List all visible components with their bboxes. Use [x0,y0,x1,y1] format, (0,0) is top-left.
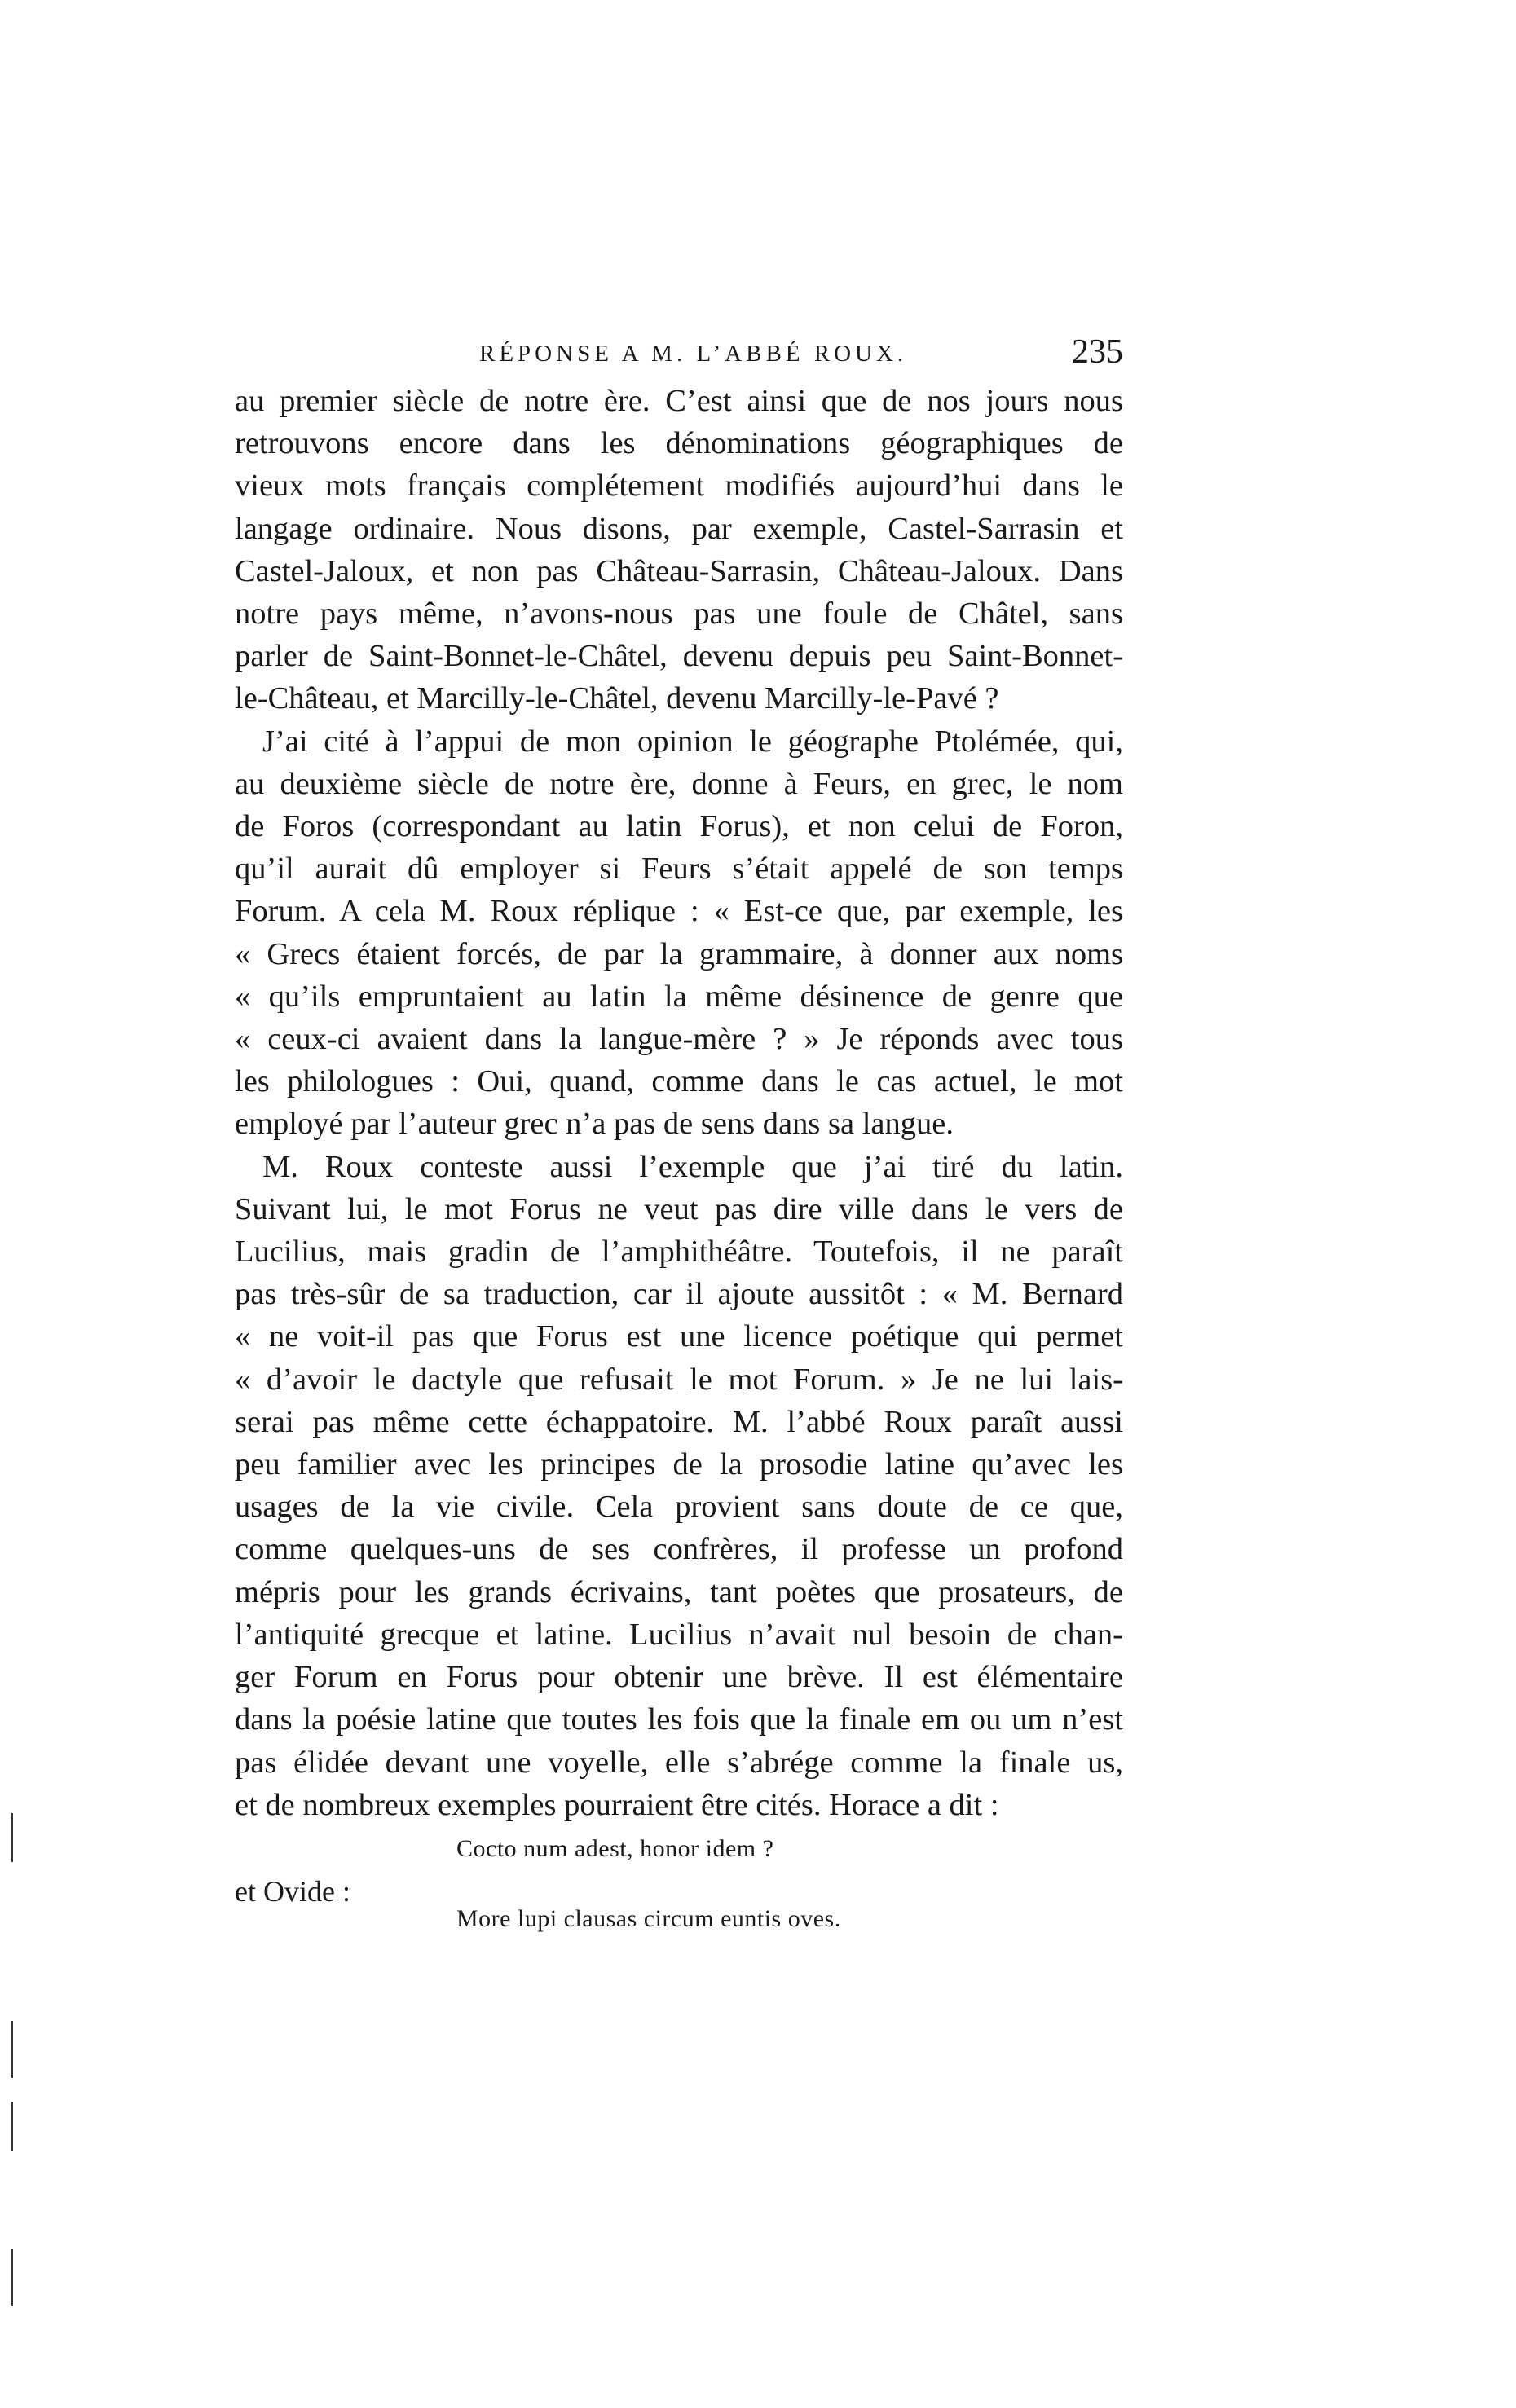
text-line: retrouvons encore dans les dénominations géographiques de [235,426,1123,461]
text-line: Suivant lui, le mot Forus ne veut pas dire ville dans le vers de [235,1191,1123,1226]
text-line: Castel-Jaloux, et non pas Château-Sarrasin, Château-Jaloux. Dans [235,553,1123,588]
text-line: « ceux-ci avaient dans la langue-mère ? » Je réponds avec tous [235,1022,1123,1057]
ovide-label: et Ovide : [235,1875,350,1908]
verse-horace: Cocto num adest, honor idem ? [456,1835,774,1862]
paragraph [235,380,1123,720]
text-line: Lucilius, mais gradin de l’amphithéâtre. Toutefois, il ne paraît [235,1235,1123,1270]
text-line: langage ordinaire. Nous disons, par exemple, Castel-Sarrasin et [235,511,1123,546]
text-line: pas élidée devant une voyelle, elle s’abrége comme la finale us, [235,1745,1123,1780]
paragraph [235,720,1123,1146]
text-line: pas très-sûr de sa traduction, car il ajoute aussitôt : « M. Bernard [235,1277,1123,1312]
scan-mark [11,1813,13,1862]
text-line: dans la poésie latine que toutes les fois que la finale em ou um n’est [235,1702,1123,1737]
text-line: au premier siècle de notre ère. C’est ainsi que de nos jours nous [235,384,1123,418]
text-line: peu familier avec les principes de la prosodie latine qu’avec les [235,1447,1123,1482]
text-line: de Foros (correspondant au latin Forus), et non celui de Foron, [235,809,1123,844]
text-line: le-Château, et Marcilly-le-Châtel, devenu Marcilly-le-Pavé ? [235,681,999,716]
page-header [235,332,1123,375]
text-line: « ne voit-il pas que Forus est une licence poétique qui permet [235,1319,1123,1354]
text-line: usages de la vie civile. Cela provient sans doute de ce que, [235,1490,1123,1525]
text-line: « Grecs étaient forcés, de par la grammaire, à donner aux noms [235,936,1123,971]
text-line: employé par l’auteur grec n’a pas de sens dans sa langue. [235,1107,954,1142]
text-line: « d’avoir le dactyle que refusait le mot Forum. » Je ne lui lais- [235,1362,1123,1397]
text-line: mépris pour les grands écrivains, tant poètes que prosateurs, de [235,1574,1123,1609]
text-line: vieux mots français complétement modifiés aujourd’hui dans le [235,469,1123,504]
text-line: parler de Saint-Bonnet-le-Châtel, devenu depuis peu Saint-Bonnet- [235,639,1123,674]
text-line: notre pays même, n’avons-nous pas une foule de Châtel, sans [235,596,1123,632]
text-line: J’ai cité à l’appui de mon opinion le géographe Ptolémée, qui, [262,724,1123,759]
text-line: et de nombreux exemples pourraient être cités. Horace a dit : [235,1787,999,1822]
text-line: qu’il aurait dû employer si Feurs s’était appelé de son temps [235,852,1123,887]
text-line: les philologues : Oui, quand, comme dans le cas actuel, le mot [235,1064,1123,1099]
text-line: M. Roux conteste aussi l’exemple que j’ai tiré du latin. [262,1149,1123,1184]
scan-mark [11,2249,13,2306]
verse-ovide: More lupi clausas circum euntis oves. [456,1905,841,1932]
text-line: l’antiquité grecque et latine. Lucilius n’avait nul besoin de chan- [235,1617,1123,1652]
body-text [235,380,1123,1826]
text-line: Forum. A cela M. Roux réplique : « Est-ce que, par exemple, les [235,894,1123,929]
running-title: RÉPONSE A M. L’ABBÉ ROUX. [479,341,908,367]
text-line: comme quelques-uns de ses confrères, il professe un profond [235,1532,1123,1567]
text-line: serai pas même cette échappatoire. M. l’abbé Roux paraît aussi [235,1404,1123,1439]
paragraph [235,1146,1123,1826]
scan-mark [11,2102,13,2151]
text-line: ger Forum en Forus pour obtenir une brève. Il est élémentaire [235,1660,1123,1695]
page-number: 235 [1072,333,1123,371]
text-line: « qu’ils empruntaient au latin la même désinence de genre que [235,979,1123,1014]
scan-mark [11,2021,13,2078]
text-line: au deuxième siècle de notre ère, donne à Feurs, en grec, le nom [235,766,1123,801]
